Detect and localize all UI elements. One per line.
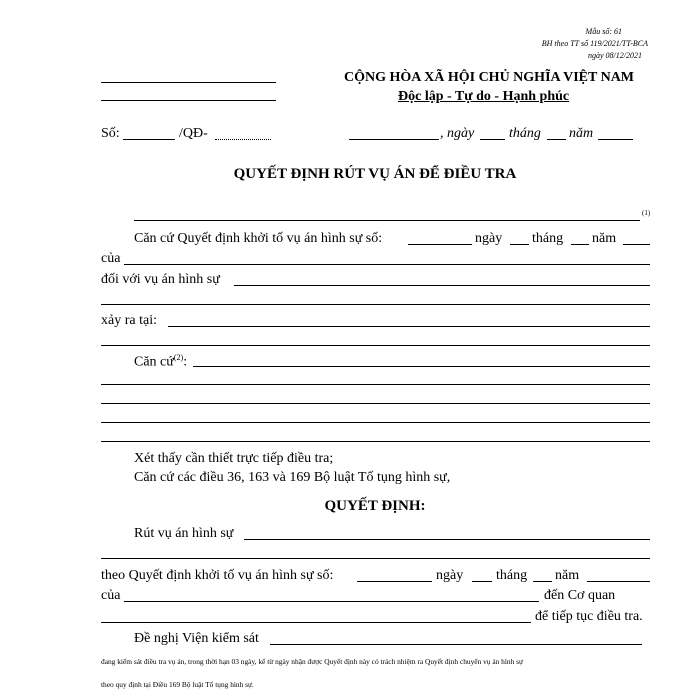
footer-line-2: theo quy định tại Điều 169 Bộ luật Tố tụng hình sự. — [101, 680, 254, 689]
basis-year-blank — [623, 244, 650, 245]
form-code-line3: ngày 08/12/2021 — [588, 51, 642, 60]
motto: Độc lập - Tự do - Hạnh phúc — [398, 89, 570, 104]
date-month-label: tháng — [509, 126, 541, 141]
document-title: QUYẾT ĐỊNH RÚT VỤ ÁN ĐỂ ĐIỀU TRA — [233, 166, 517, 182]
criminal-case-blank-2 — [101, 304, 650, 305]
basis-2-colon: : — [183, 354, 188, 370]
legal-basis-text: Căn cứ các điều 36, 163 và 169 Bộ luật Tố tụng hình sự, — [134, 470, 451, 485]
basis-2-text: Căn cứ — [134, 354, 174, 370]
footer-line-1: đang kiểm sát điều tra vụ án, trong thời hạn 03 ngày, kể từ ngày nhận được Quyết định này có trách nhiệm ra Quyết định chuyển vụ án hình sự — [101, 657, 524, 666]
basis-decision-number-blank — [408, 244, 472, 245]
form-code — [542, 26, 648, 62]
per-decision-month-label: tháng — [496, 568, 528, 583]
basis-year-label: năm — [592, 231, 617, 246]
basis-day-blank — [510, 244, 529, 245]
form-code-line1: Mẫu số: 61 — [585, 27, 622, 36]
agency-line-2 — [101, 100, 276, 101]
footnote-1-marker: (1) — [642, 209, 651, 217]
decision-of-blank — [124, 601, 539, 602]
number-blank — [123, 139, 175, 140]
occurred-at-blank — [168, 326, 650, 327]
request-procuracy-label: Đề nghị Viện kiểm sát — [134, 631, 259, 646]
of-label: của — [101, 251, 121, 266]
issuing-authority-line — [134, 220, 640, 221]
withdraw-case-blank-2 — [101, 558, 650, 559]
per-decision-number-blank — [357, 581, 432, 582]
consideration-text: Xét thấy cần thiết trực tiếp điều tra; — [134, 451, 334, 466]
per-decision-year-label: năm — [555, 568, 580, 583]
date-day-blank — [480, 139, 505, 140]
per-decision-day-label: ngày — [436, 568, 464, 583]
decision-heading: QUYẾT ĐỊNH: — [324, 498, 426, 514]
decision-code-label: /QĐ- — [179, 126, 208, 141]
agency-line-1 — [101, 82, 276, 83]
basis-day-label: ngày — [475, 231, 503, 246]
basis-2-blank-5 — [101, 441, 650, 442]
form-code-line2: BH theo TT số 119/2021/TT-BCA — [541, 39, 648, 48]
footnote-2-marker: (2) — [173, 353, 184, 362]
occurred-at-label: xảy ra tại: — [101, 313, 157, 328]
to-agency-label: đến Cơ quan — [544, 588, 616, 603]
place-blank — [349, 139, 439, 140]
date-year-blank — [598, 139, 633, 140]
date-month-blank — [547, 139, 566, 140]
agency-name-blank — [101, 622, 531, 623]
request-procuracy-blank — [270, 644, 642, 645]
decision-of-label: của — [101, 588, 121, 603]
basis-decision-label: Căn cứ Quyết định khởi tố vụ án hình sự số: — [134, 231, 383, 246]
basis-month-blank — [571, 244, 589, 245]
occurred-at-blank-2 — [101, 345, 650, 346]
number-label: Số: — [101, 126, 120, 141]
withdraw-case-blank — [244, 539, 650, 540]
basis-2-blank-2 — [101, 384, 650, 385]
basis-2-blank — [193, 366, 650, 367]
per-decision-label: theo Quyết định khởi tố vụ án hình sự số: — [101, 568, 334, 583]
withdraw-case-label: Rút vụ án hình sự — [134, 526, 234, 541]
per-decision-year-blank — [587, 581, 650, 582]
date-year-label: năm — [569, 126, 594, 141]
of-blank — [124, 264, 650, 265]
basis-month-label: tháng — [532, 231, 564, 246]
date-day-label: , ngày — [440, 126, 475, 141]
basis-2-label — [134, 353, 187, 371]
continue-investigation-text: để tiếp tục điều tra. — [535, 609, 643, 624]
basis-2-blank-4 — [101, 422, 650, 423]
per-decision-month-blank — [533, 581, 552, 582]
criminal-case-label: đối với vụ án hình sự — [101, 272, 220, 287]
country-name: CỘNG HÒA XÃ HỘI CHỦ NGHĨA VIỆT NAM — [344, 70, 635, 85]
decision-code-blank — [215, 139, 271, 140]
basis-2-blank-3 — [101, 403, 650, 404]
per-decision-day-blank — [472, 581, 492, 582]
criminal-case-blank — [234, 285, 650, 286]
